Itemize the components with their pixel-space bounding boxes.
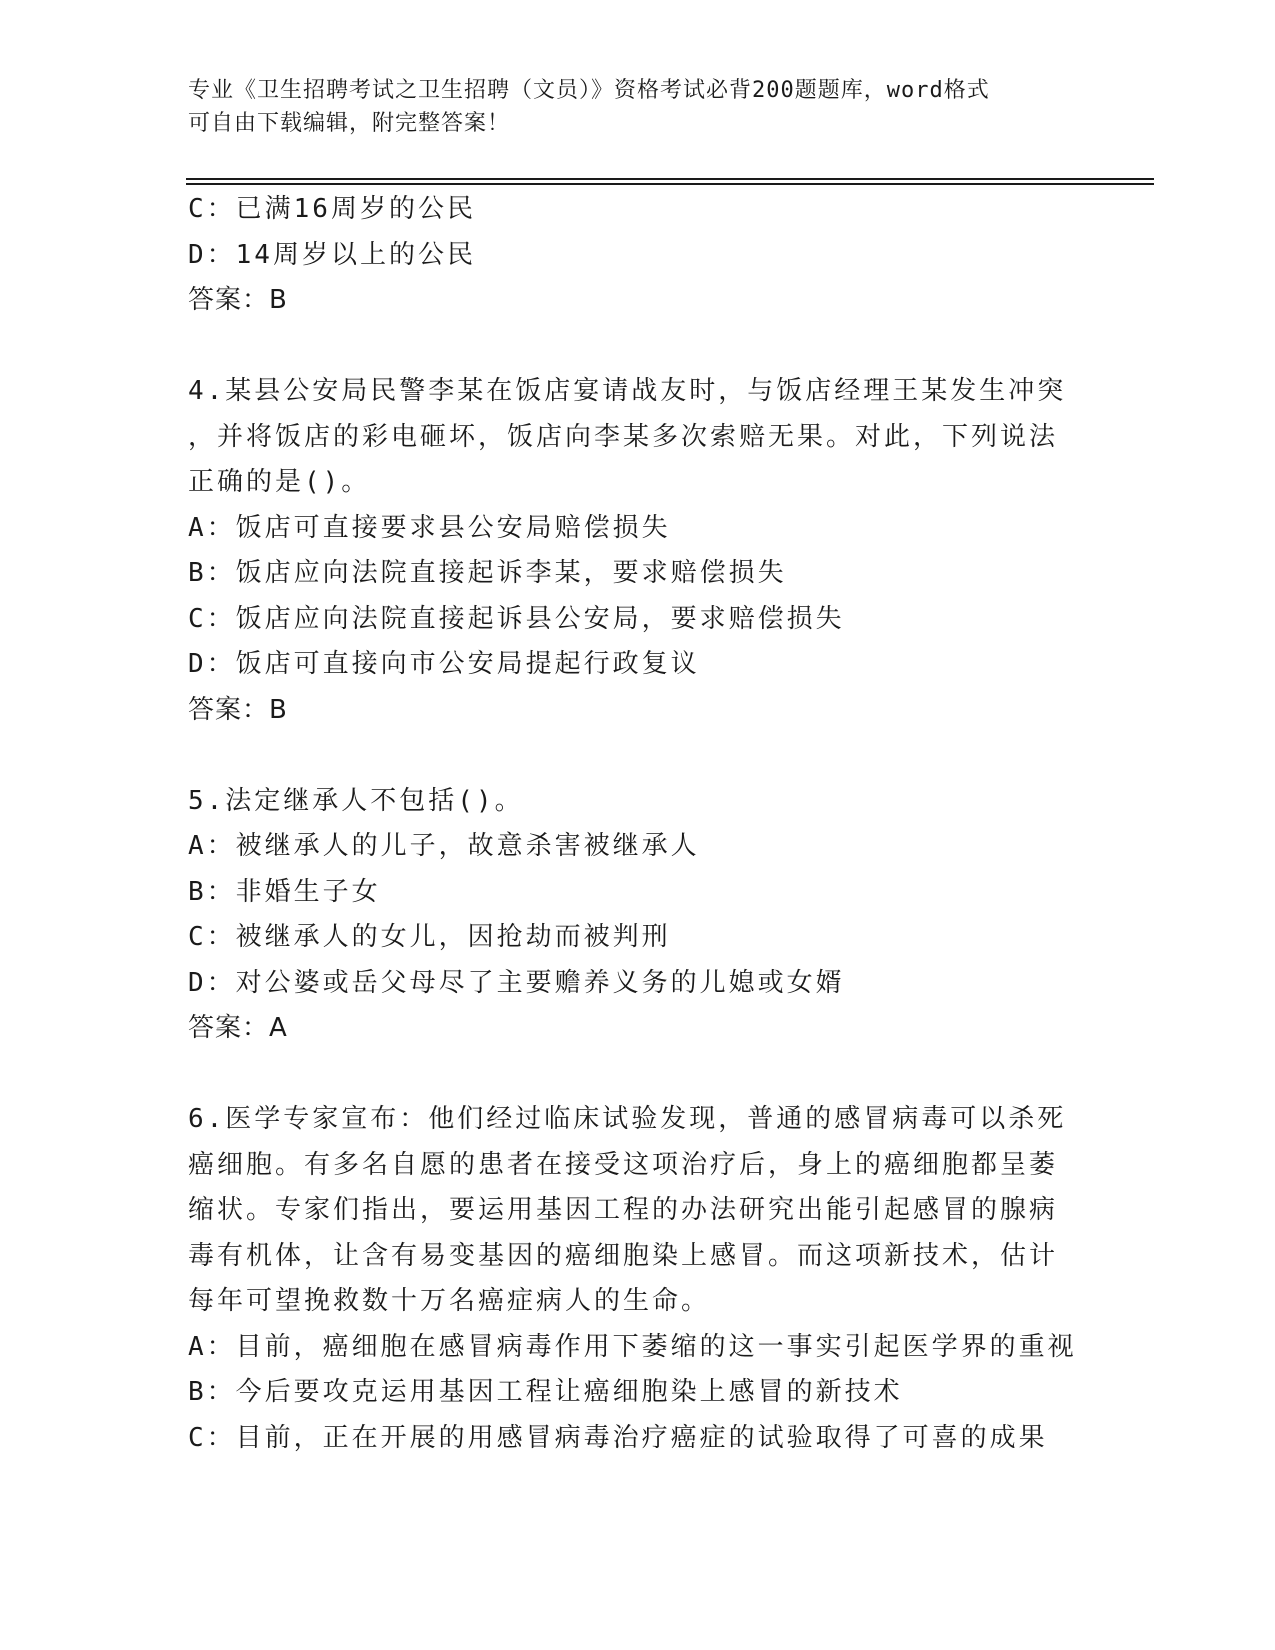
spacer [188,733,1158,779]
header-line-1: 专业《卫生招聘考试之卫生招聘（文员）》资格考试必背200题题库，word格式 [188,78,990,103]
q4-stem-line: 正确的是()。 [188,467,371,497]
q3-option-c: C：已满16周岁的公民 [188,194,476,224]
q5-stem: 5.法定继承人不包括()。 [188,785,524,816]
question-3 [188,187,1158,324]
document-header [188,74,1088,140]
q5-option-a: A：被继承人的儿子，故意杀害被继承人 [188,831,700,861]
q6-stem-line: 癌细胞。有多名自愿的患者在接受这项治疗后，身上的癌细胞都呈萎 [188,1149,1059,1180]
q4-stem-line: 4.某县公安局民警李某在饭店宴请战友时，与饭店经理王某发生冲突 [188,376,1067,406]
header-divider-bottom [186,183,1154,185]
q5-option-c: C：被继承人的女儿，因抢劫而被判刑 [188,922,671,952]
q4-option-d: D：饭店可直接向市公安局提起行政复议 [188,649,700,679]
header-divider-top [186,178,1154,180]
q6-stem-line: 毒有机体，让含有易变基因的癌细胞染上感冒。而这项新技术，估计 [188,1240,1059,1271]
q5-option-d: D：对公婆或岳父母尽了主要赡养义务的儿媳或女婿 [188,967,845,998]
question-6 [188,1097,1158,1461]
q4-option-b: B：饭店应向法院直接起诉李某，要求赔偿损失 [188,558,787,588]
q4-option-c: C：饭店应向法院直接起诉县公安局，要求赔偿损失 [188,603,845,634]
spacer [188,1052,1158,1098]
q5-answer: 答案：A [188,1013,288,1043]
spacer [188,324,1158,370]
q6-option-b: B：今后要攻克运用基因工程让癌细胞染上感冒的新技术 [188,1377,903,1407]
question-4 [188,369,1158,733]
q3-option-d: D：14周岁以上的公民 [188,239,476,270]
q5-option-b: B：非婚生子女 [188,876,381,907]
q4-answer: 答案：B [188,694,288,725]
q6-stem-line: 每年可望挽救数十万名癌症病人的生命。 [188,1286,711,1316]
q3-answer: 答案：B [188,285,288,315]
q4-stem-line: ，并将饭店的彩电砸坏，饭店向李某多次索赔无果。对此，下列说法 [188,421,1059,452]
q6-stem-line: 6.医学专家宣布：他们经过临床试验发现，普通的感冒病毒可以杀死 [188,1104,1067,1134]
question-content [188,187,1158,1461]
q6-stem-line: 缩状。专家们指出，要运用基因工程的办法研究出能引起感冒的腺病 [188,1195,1059,1225]
question-5 [188,779,1158,1052]
q4-option-a: A：饭店可直接要求县公安局赔偿损失 [188,512,671,543]
q6-option-c: C：目前，正在开展的用感冒病毒治疗癌症的试验取得了可喜的成果 [188,1422,1048,1453]
header-line-2: 可自由下载编辑，附完整答案！ [188,111,511,136]
q6-option-a: A：目前，癌细胞在感冒病毒作用下萎缩的这一事实引起医学界的重视 [188,1331,1077,1362]
